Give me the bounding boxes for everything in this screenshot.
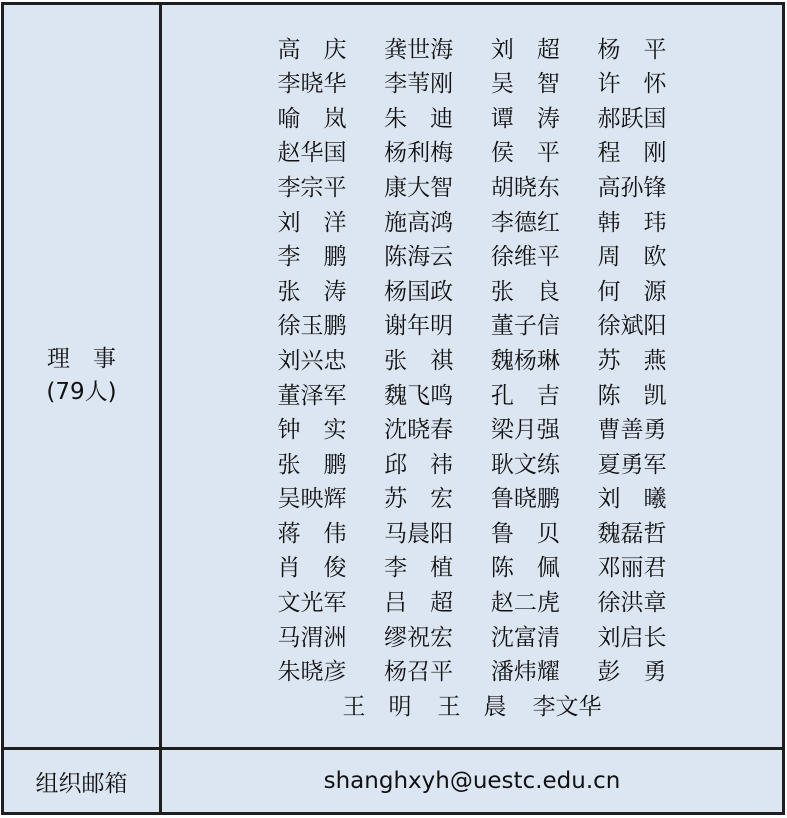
directors-label-cell bbox=[3, 4, 161, 749]
names-row bbox=[276, 586, 668, 621]
director-name: 陈 佩 bbox=[490, 555, 560, 582]
director-name: 耿文练 bbox=[490, 451, 560, 478]
director-name: 徐维平 bbox=[490, 244, 560, 271]
director-name: 徐洪章 bbox=[597, 590, 667, 617]
director-name: 鲁晓鹏 bbox=[490, 486, 560, 513]
directors-names-cell bbox=[161, 4, 784, 749]
director-name: 缪祝宏 bbox=[384, 624, 454, 651]
director-name: 刘 超 bbox=[490, 36, 560, 63]
names-row bbox=[276, 379, 668, 414]
director-name: 董泽军 bbox=[277, 382, 347, 409]
director-name: 王 晨 bbox=[437, 693, 507, 720]
director-name: 沈晓春 bbox=[384, 417, 454, 444]
director-name: 施高鸿 bbox=[384, 209, 454, 236]
names-row bbox=[276, 344, 668, 379]
director-name: 徐斌阳 bbox=[597, 313, 667, 340]
director-name: 龚世海 bbox=[384, 36, 454, 63]
director-name: 徐玉鹏 bbox=[277, 313, 347, 340]
director-name: 潘炜耀 bbox=[490, 659, 560, 686]
names-row bbox=[276, 448, 668, 483]
names-row bbox=[276, 655, 668, 690]
director-name: 文光军 bbox=[277, 590, 347, 617]
director-name: 吴映辉 bbox=[277, 486, 347, 513]
names-row bbox=[276, 309, 668, 344]
director-name: 赵华国 bbox=[277, 140, 347, 167]
director-name: 谭 涛 bbox=[490, 105, 560, 132]
director-name: 马晨阳 bbox=[384, 520, 454, 547]
director-name: 鲁 贝 bbox=[490, 520, 560, 547]
director-name: 邓丽君 bbox=[597, 555, 667, 582]
director-name: 魏杨琳 bbox=[490, 347, 560, 374]
directors-label-title: 理 事 bbox=[47, 346, 116, 372]
director-name: 苏 宏 bbox=[384, 486, 454, 513]
director-name: 胡晓东 bbox=[490, 174, 560, 201]
director-name: 李文华 bbox=[532, 693, 602, 720]
director-name: 吴 智 bbox=[490, 71, 560, 98]
names-row bbox=[276, 136, 668, 171]
director-name: 康大智 bbox=[384, 174, 454, 201]
names-row bbox=[276, 517, 668, 552]
director-name: 张 涛 bbox=[277, 278, 347, 305]
director-name: 高孙锋 bbox=[597, 174, 667, 201]
names-last-row bbox=[276, 690, 668, 725]
director-name: 侯 平 bbox=[490, 140, 560, 167]
director-name: 杨利梅 bbox=[384, 140, 454, 167]
names-row bbox=[276, 482, 668, 517]
director-name: 杨召平 bbox=[384, 659, 454, 686]
director-name: 刘 洋 bbox=[277, 209, 347, 236]
director-name: 程 刚 bbox=[597, 140, 667, 167]
names-row bbox=[276, 33, 668, 68]
directors-row bbox=[3, 4, 784, 749]
director-name: 周 欧 bbox=[597, 244, 667, 271]
names-row bbox=[276, 67, 668, 102]
names-row bbox=[276, 240, 668, 275]
director-name: 张 祺 bbox=[384, 347, 454, 374]
director-name: 陈 凯 bbox=[597, 382, 667, 409]
director-name: 马渭洲 bbox=[277, 624, 347, 651]
director-name: 韩 玮 bbox=[597, 209, 667, 236]
director-name: 喻 岚 bbox=[277, 105, 347, 132]
director-name: 李 植 bbox=[384, 555, 454, 582]
director-name: 彭 勇 bbox=[597, 659, 667, 686]
directors-table bbox=[1, 2, 785, 815]
directors-label-count: (79人) bbox=[46, 379, 117, 405]
director-name: 刘 曦 bbox=[597, 486, 667, 513]
director-name: 杨国政 bbox=[384, 278, 454, 305]
director-name: 张 良 bbox=[490, 278, 560, 305]
names-row bbox=[276, 206, 668, 241]
director-name: 肖 俊 bbox=[277, 555, 347, 582]
director-name: 魏磊哲 bbox=[597, 520, 667, 547]
director-name: 朱晓彦 bbox=[277, 659, 347, 686]
names-row bbox=[276, 621, 668, 656]
director-name: 张 鹏 bbox=[277, 451, 347, 478]
names-row bbox=[276, 171, 668, 206]
director-name: 杨 平 bbox=[597, 36, 667, 63]
director-name: 许 怀 bbox=[597, 71, 667, 98]
director-name: 梁月强 bbox=[490, 417, 560, 444]
director-name: 赵二虎 bbox=[490, 590, 560, 617]
names-row bbox=[276, 551, 668, 586]
director-name: 何 源 bbox=[597, 278, 667, 305]
names-row bbox=[276, 275, 668, 310]
director-name: 夏勇军 bbox=[597, 451, 667, 478]
director-name: 李宗平 bbox=[277, 174, 347, 201]
director-name: 朱 迪 bbox=[384, 105, 454, 132]
email-value: shanghxyh@uestc.edu.cn bbox=[161, 749, 784, 814]
email-label-cell: 组织邮箱 bbox=[3, 749, 161, 814]
email-row bbox=[3, 749, 784, 814]
director-name: 刘兴忠 bbox=[277, 347, 347, 374]
director-name: 高 庆 bbox=[277, 36, 347, 63]
director-name: 陈海云 bbox=[384, 244, 454, 271]
names-row bbox=[276, 413, 668, 448]
director-name: 刘启长 bbox=[597, 624, 667, 651]
names-row bbox=[276, 102, 668, 137]
director-name: 魏飞鸣 bbox=[384, 382, 454, 409]
director-name: 李 鹏 bbox=[277, 244, 347, 271]
director-name: 董子信 bbox=[490, 313, 560, 340]
director-name: 邱 祎 bbox=[384, 451, 454, 478]
director-name: 李晓华 bbox=[277, 71, 347, 98]
director-name: 曹善勇 bbox=[597, 417, 667, 444]
director-name: 王 明 bbox=[342, 693, 412, 720]
names-block bbox=[276, 28, 668, 725]
director-name: 钟 实 bbox=[277, 417, 347, 444]
director-name: 孔 吉 bbox=[490, 382, 560, 409]
director-name: 苏 燕 bbox=[597, 347, 667, 374]
director-name: 李德红 bbox=[490, 209, 560, 236]
director-name: 吕 超 bbox=[384, 590, 454, 617]
director-name: 蒋 伟 bbox=[277, 520, 347, 547]
director-name: 李苇刚 bbox=[384, 71, 454, 98]
director-name: 沈富清 bbox=[490, 624, 560, 651]
director-name: 谢年明 bbox=[384, 313, 454, 340]
director-name: 郝跃国 bbox=[597, 105, 667, 132]
